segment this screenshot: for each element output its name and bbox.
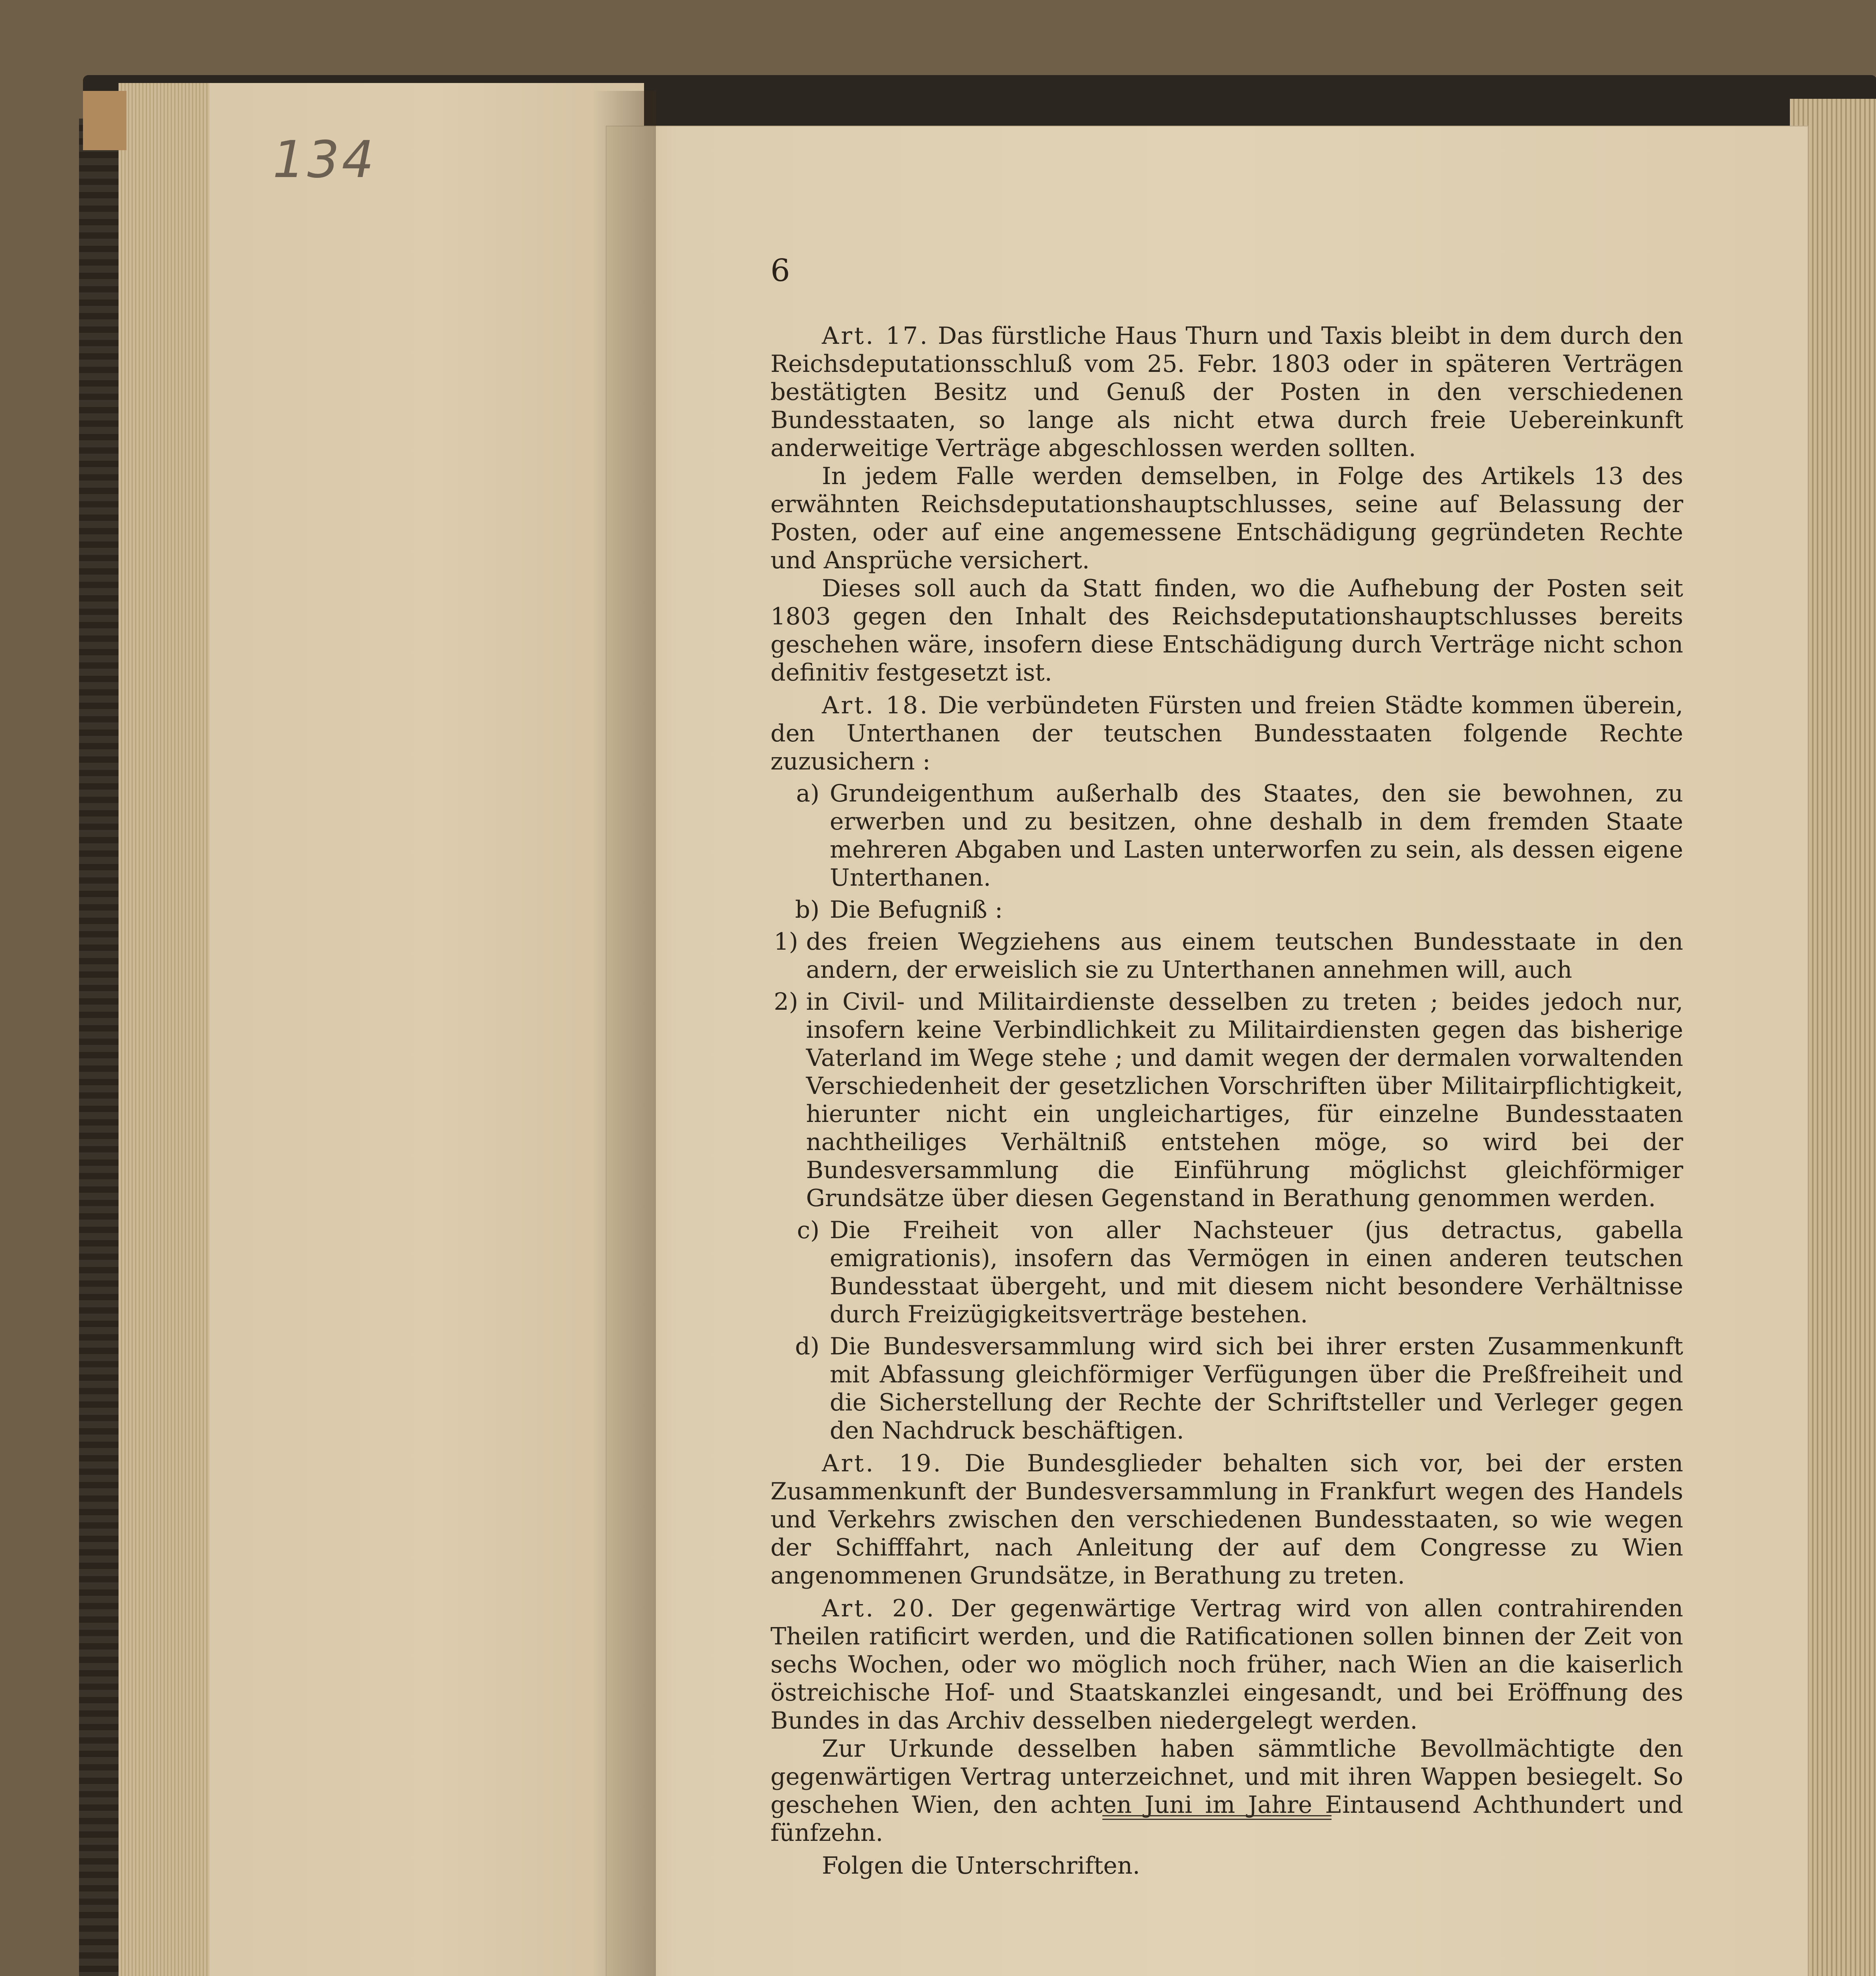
art17-paragraph-2: In jedem Falle werden demselben, in Folge des Artikels 13 des erwähnten Reichsdeputationshauptschlusses, seine auf Belassung der Posten, oder auf eine angemessene Entschädigung gegründeten Rechte und Ansprüche versichert.: [770, 462, 1683, 574]
item-label: a): [796, 780, 819, 807]
art18-intro: Art. 18. Die verbündeten Fürsten und freien Städte kommen überein, den Unterthanen der teutschen Bundesstaaten folgende Rechte zuzusichern :: [770, 692, 1684, 775]
art20-label: Art. 20.: [822, 1595, 936, 1622]
art19-paragraph: Art. 19. Die Bundesglieder behalten sich vor, bei der ersten Zusammenkunft der Bundesversammlung in Frankfurt wegen des Handels und Verkehrs zwischen den verschiedenen Bundesstaaten, so wie wegen der Schifffahrt, nach Anleitung der auf dem Congresse zu Wien angenommenen Grundsätze, in Berathung zu treten.: [770, 1450, 1684, 1589]
art18-item-d: [770, 1333, 1683, 1445]
item-text: Die Bundesversammlung wird sich bei ihrer ersten Zusammenkunft mit Abfassung gleichförmiger Verfügungen über die Preßfreiheit und die Sicherstellung der Rechte der Schriftsteller und Verleger gegen den Nachdruck beschäftigen.: [830, 1333, 1683, 1444]
paper-tab: [83, 91, 126, 150]
item-text: in Civil- und Militairdienste desselben zu treten ; beides jedoch nur, insofern keine Verbindlichkeit zu Militairdiensten gegen das bisherige Vaterland im Wege stehe ; und damit wegen der dermalen vorwaltenden Verschiedenheit der gesetzlichen Vorschriften über Militairpflichtigkeit, hierunter nicht ein ungleichartiges, für einzelne Bundesstaaten nachtheiliges Verhältniß entstehen möge, so wird bei der Bundesversammlung die Einführung möglichst gleichförmiger Grundsätze über diesen Gegenstand in Berathung genommen werden.: [806, 988, 1683, 1212]
left-page-stack: [119, 83, 209, 1976]
closing-double-rule: [1102, 1815, 1332, 1820]
art18-item-b1: [770, 928, 1683, 984]
art17-paragraph-1: Art. 17. Das fürstliche Haus Thurn und Taxis bleibt in dem durch den Reichsdeputationsschluß vom 25. Febr. 1803 oder in späteren Verträgen bestätigten Besitz und Genuß der Posten in den verschiedenen Bundesstaaten, so lange als nicht etwa durch freie Uebereinkunft anderweitige Verträge abgeschlossen werden sollten.: [770, 322, 1683, 462]
art20-paragraph: Art. 20. Der gegenwärtige Vertrag wird von allen contrahirenden Theilen ratificirt werden, und die Ratificationen sollen binnen der Zeit von sechs Wochen, oder wo möglich noch früher, nach Wien an die kaiserlich östreichische Hof- und Staatskanzlei eingesandt, und bei Eröffnung des Bundes in das Archiv desselben niedergelegt werden.: [770, 1595, 1683, 1735]
art18-item-c: [770, 1216, 1683, 1329]
item-text: des freien Wegziehens aus einem teutschen Bundesstaate in den andern, der erweislich sie zu Unterthanen annehmen will, auch: [806, 928, 1683, 984]
pencil-page-note: 134: [273, 130, 377, 189]
item-label: b): [795, 896, 819, 924]
item-label: d): [795, 1333, 819, 1360]
item-text: Die Befugniß :: [830, 896, 1003, 924]
document-body: [770, 322, 1683, 1880]
art19-label: Art. 19.: [822, 1450, 943, 1477]
art17-label: Art. 17.: [822, 322, 930, 350]
art18-item-b: [770, 896, 1683, 924]
art17-paragraph-3: Dieses soll auch da Statt finden, wo die Aufhebung der Posten seit 1803 gegen den Inhalt des Reichsdeputationshauptschlusses bereits geschehen wäre, insofern diese Entschädigung durch Verträge nicht schon definitiv festgesetzt ist.: [770, 575, 1683, 686]
closing-line: Folgen die Unterschriften.: [822, 1852, 1140, 1880]
item-label: c): [797, 1216, 819, 1244]
art20-paragraph-2: Zur Urkunde desselben haben sämmtliche Bevollmächtigte den gegenwärtigen Vertrag unterzeichnet, und mit ihren Wappen besiegelt. So geschehen Wien, den achten Juni im Jahre Eintausend Achthundert und fünfzehn.: [770, 1735, 1683, 1847]
page-number: 6: [770, 253, 790, 288]
item-text: Die Freiheit von aller Nachsteuer (jus detractus, gabella emigrationis), insofern das Vermögen in einen anderen teutschen Bundesstaat übergeht, und mit diesem nicht besondere Verhältnisse durch Freizügigkeitsverträge bestehen.: [830, 1216, 1683, 1328]
item-text: Grundeigenthum außerhalb des Staates, den sie bewohnen, zu erwerben und zu besitzen, ohne deshalb in dem fremden Staate mehreren Abgaben und Lasten unterworfen zu sein, als dessen eigene Unterthanen.: [830, 780, 1683, 892]
book-gutter-shadow: [593, 91, 656, 1976]
art18-item-b2: [770, 988, 1683, 1212]
book-binding-edge: [79, 119, 119, 1976]
item-label: 2): [774, 988, 798, 1016]
art18-item-a: [770, 780, 1683, 892]
item-label: 1): [774, 928, 798, 956]
art18-label: Art. 18.: [822, 692, 930, 719]
